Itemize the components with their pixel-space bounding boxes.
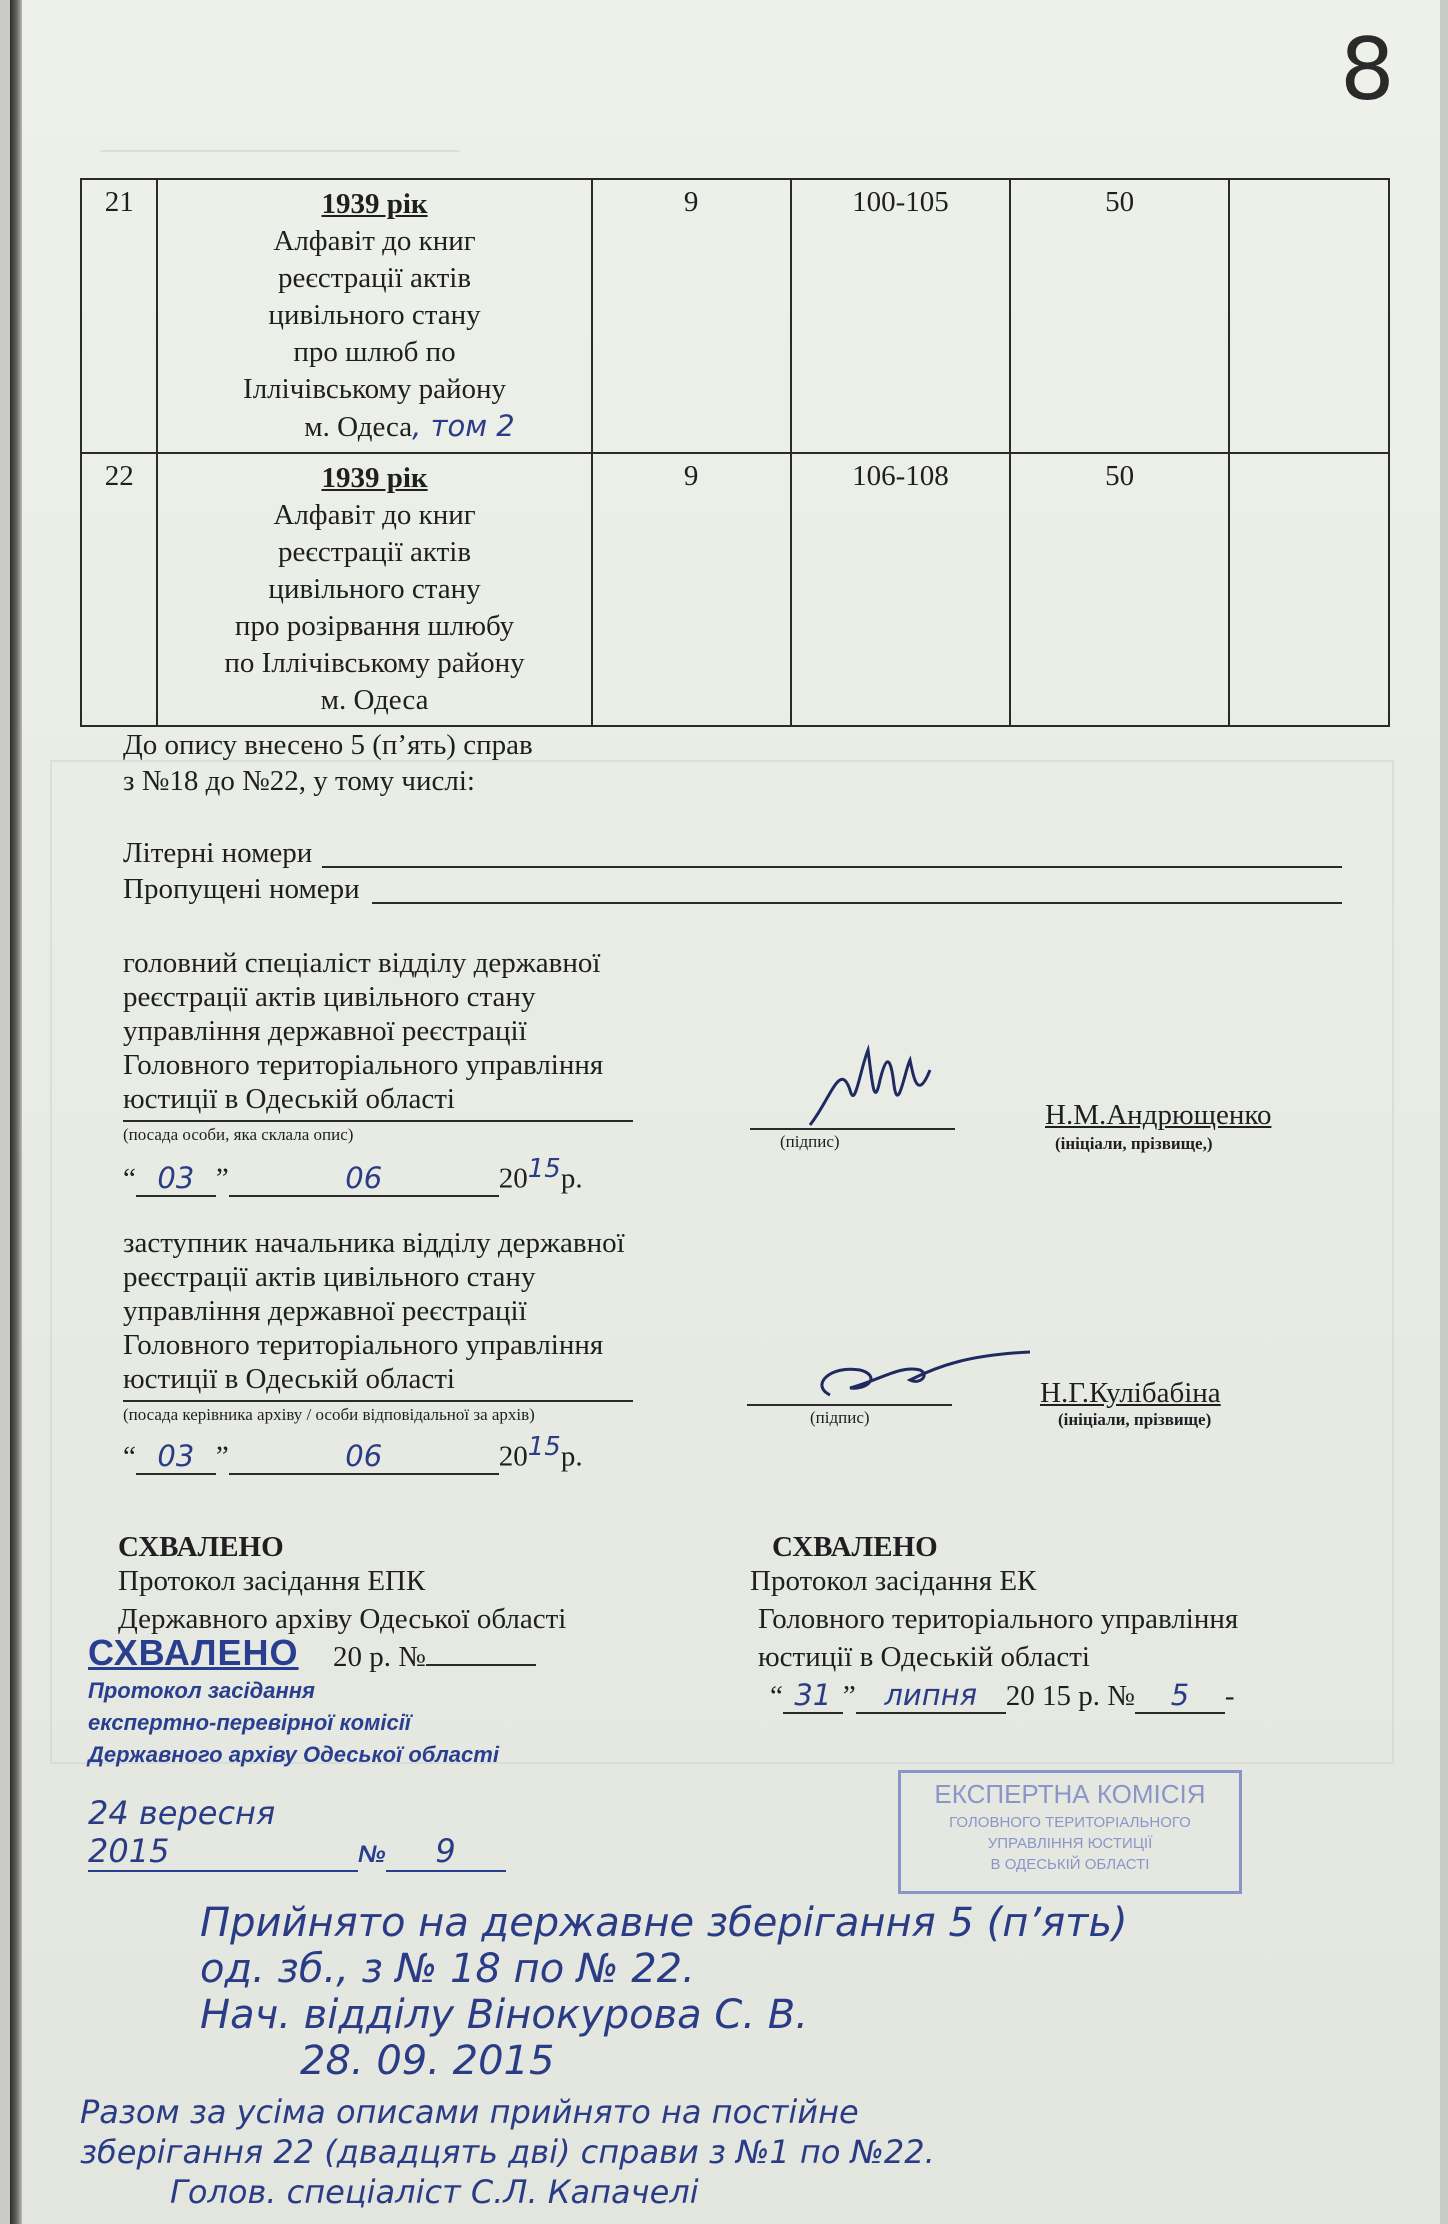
file-year: 1939 рік — [321, 462, 428, 494]
title-line: реєстрації актів — [278, 262, 472, 294]
approval-stamp: СХВАЛЕНО Протокол засідання експертно-перевірної комісії Державного архіву Одеської області 24 вересня 2015 № 9 — [88, 1632, 506, 1872]
handwritten-volume: , том 2 — [412, 409, 515, 443]
signer-1-date: “ 03 ” 06 2015р. — [123, 1154, 583, 1195]
page-number: 8 — [1340, 20, 1395, 120]
binding-edge — [10, 0, 22, 2224]
signer-1-signature-caption: (підпис) — [780, 1132, 840, 1151]
file-index: 9 — [592, 179, 791, 453]
approval-stamp-date: 24 вересня 2015 № 9 — [88, 1794, 506, 1872]
approval-left: СХВАЛЕНО Протокол засідання ЕПК Державного архіву Одеської області 20 р. № — [118, 1531, 567, 1673]
title-line: Іллічівському району — [243, 373, 507, 405]
signer-2-position: заступник начальника відділу державної реєстрації актів цивільного стану управління державної реєстрації Головного територіального управління юстиції в Одеській області — [123, 1227, 625, 1395]
signer-1-position: головний спеціаліст відділу державної реєстрації актів цивільного стану управління державної реєстрації Головного територіального управління юстиції в Одеській області — [123, 947, 604, 1115]
title-line: Алфавіт до книг — [273, 499, 476, 531]
file-title — [157, 179, 591, 453]
approval-right: СХВАЛЕНО Протокол засідання ЕК Головного територіального управління юстиції в Одеській області “ 31 ” липня 20 15 р. № 5 - — [750, 1531, 1239, 1712]
inventory-table — [80, 178, 1390, 727]
title-line: Алфавіт до книг — [273, 225, 476, 257]
commission-stamp: ЕКСПЕРТНА КОМІСІЯ ГОЛОВНОГО ТЕРИТОРІАЛЬНОГО УПРАВЛІННЯ ЮСТИЦІЇ В ОДЕСЬКІЙ ОБЛАСТІ — [898, 1770, 1242, 1894]
title-line: про розірвання шлюбу — [234, 610, 515, 642]
signer-2-name-caption: (ініціали, прізвище) — [1058, 1410, 1212, 1429]
file-note — [1229, 179, 1389, 453]
title-line: по Іллічівському району — [224, 647, 525, 679]
file-pages: 106-108 — [791, 453, 1011, 726]
signer-2-signature-line — [747, 1404, 952, 1406]
file-index: 9 — [592, 453, 791, 726]
signer-2-signature-caption: (підпис) — [810, 1408, 870, 1427]
handwritten-total-note: Разом за усіма описами прийнято на постійне зберігання 22 (двадцять дві) справи з №1 по №22. Голов. спеціаліст С.Л. Капачелі — [80, 2093, 935, 2211]
row-number: 21 — [81, 179, 157, 453]
file-note — [1229, 453, 1389, 726]
table-row — [81, 179, 1389, 453]
signer-1-signature-line — [750, 1128, 955, 1130]
title-line-last: м. Одеса, том 2 — [304, 409, 515, 443]
file-pages: 100-105 — [791, 179, 1011, 453]
handwritten-acceptance-note: Прийнято на державне зберігання 5 (п’ять) од. зб., з № 18 по № 22. Нач. відділу Вінокурова С. В. 28. 09. 2015 — [200, 1900, 1128, 2084]
signer-2-date: “ 03 ” 06 2015р. — [123, 1432, 583, 1473]
title-line: м. Одеса — [320, 684, 429, 716]
title-line: про шлюб по — [293, 336, 456, 368]
signer-2-name: Н.Г.Кулібабіна — [1040, 1377, 1221, 1409]
signer-1-name-caption: (ініціали, прізвище,) — [1055, 1134, 1213, 1153]
approval-left-heading: СХВАЛЕНО — [118, 1531, 284, 1563]
summary-line-1: До опису внесено 5 (п’ять) справ — [123, 729, 533, 761]
signer-1-position-line — [123, 1120, 633, 1122]
signer-2-position-line — [123, 1400, 633, 1402]
approval-right-date: “ 31 ” липня 20 15 р. № 5 - — [770, 1678, 1235, 1712]
missing-numbers-label: Пропущені номери — [123, 873, 360, 905]
file-title — [157, 453, 591, 726]
file-year: 1939 рік — [321, 188, 428, 220]
table-row — [81, 453, 1389, 726]
title-line: цивільного стану — [268, 299, 481, 331]
signer-2-position-caption: (посада керівника архіву / особи відповідальної за архів) — [123, 1405, 535, 1424]
signature-1 — [790, 1040, 960, 1130]
letter-numbers-line — [322, 866, 1342, 868]
signer-1-position-caption: (посада особи, яка склала опис) — [123, 1125, 354, 1144]
summary-line-2: з №18 до №22, у тому числі: — [123, 765, 475, 797]
letter-numbers-label: Літерні номери — [123, 837, 313, 869]
approval-left-date: 20 р. № — [118, 1640, 566, 1674]
title-line: реєстрації актів — [278, 536, 472, 568]
approval-right-heading: СХВАЛЕНО — [772, 1531, 938, 1563]
file-term: 50 — [1010, 179, 1229, 453]
signature-2 — [770, 1340, 1070, 1410]
signer-1-name: Н.М.Андрющенко — [1045, 1099, 1272, 1131]
missing-numbers-line — [372, 902, 1342, 904]
title-line: цивільного стану — [268, 573, 481, 605]
row-number: 22 — [81, 453, 157, 726]
file-term: 50 — [1010, 453, 1229, 726]
document-page — [10, 0, 1440, 2224]
